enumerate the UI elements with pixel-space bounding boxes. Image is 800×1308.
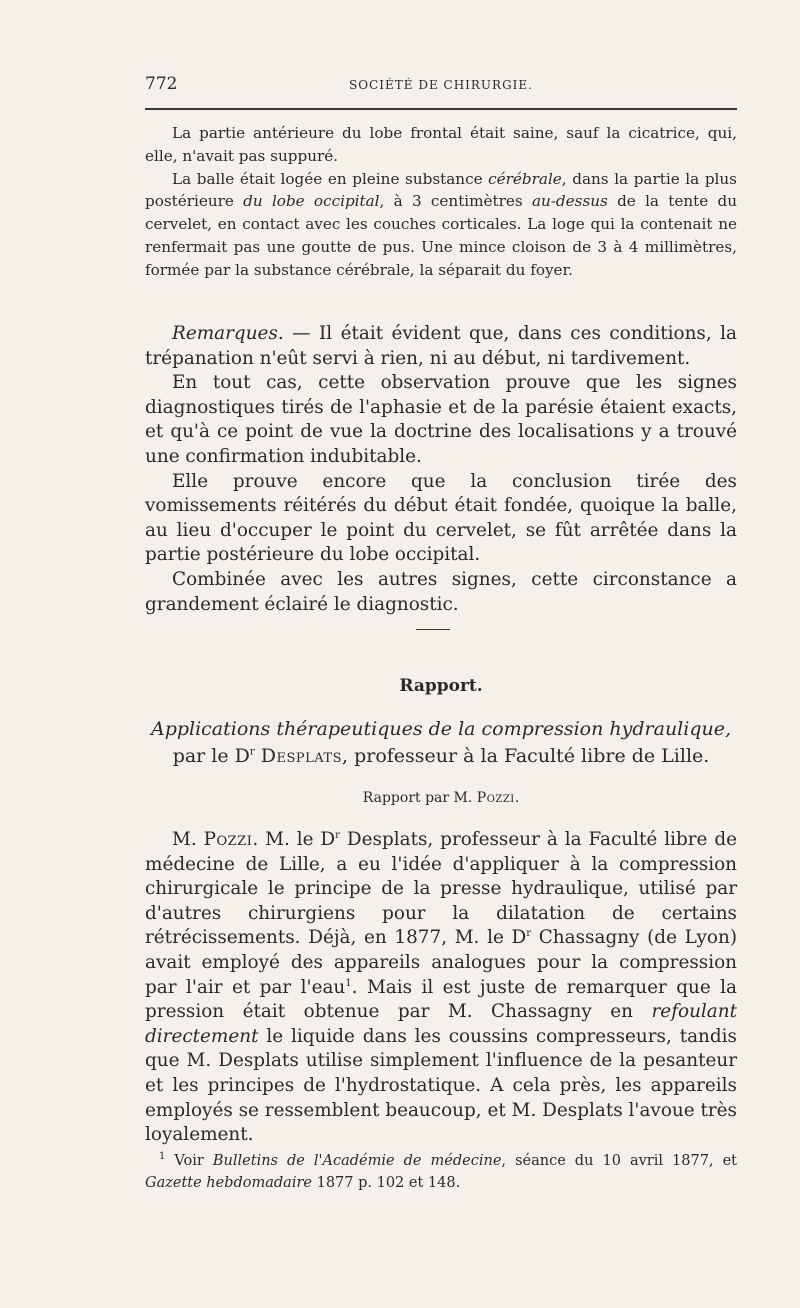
observation-text (145, 122, 737, 282)
emphasis: du lobe occipital (243, 192, 380, 211)
page-header (145, 72, 737, 102)
footnote-marker: 1 (159, 1151, 166, 1163)
section-title: Rapport. (399, 676, 483, 696)
remarks-paragraph-3: Elle prouve encore que la conclusion tirée des vomissements réitérés du début était fondée, quoique la balle, au lieu d'occuper le point du cervelet, se fût arrêtée dans la partie postérieure du lobe occipital. (145, 470, 737, 566)
section-separator (416, 629, 450, 630)
footnote-ref: 1 (345, 977, 352, 989)
report-paragraph: M. Pozzi. M. le $D^r$ Desplats, professeur à la Faculté libre de médecine de Lille, a eu l'idée d'appliquer à la compression chirurgicale le principe de la presse hydraulique, utilisé par d'autres chirurgiens pour la dilatation de certains rétrécissements. Déjà, en 1877, M. le $D^r$ Chassagny (de Lyon) avait employé des appareils analogues pour la compression par l'air et par l'eau$^1$. Mais il est juste de remarquer que la pression était obtenue par M. Chassagny en refoulant directement le liquide dans les coussins compresseurs, tandis que M. Desplats utilise simplement l'influence de la pesanteur et les principes de l'hydrostatique. A cela près, les appareils employés se ressemblent beaucoup, et M. Desplats l'avoue très loyalement. (145, 829, 737, 1146)
author-name: Desplats (260, 745, 342, 767)
remarks-label: Remarques. (172, 323, 284, 344)
report-text (145, 828, 737, 1148)
reporter-line: Rapport par M. Pozzi. (362, 790, 520, 806)
article-byline: par le $D^r$ Desplats, professeur à la Faculté libre de Lille. (172, 745, 710, 767)
emphasis: au-dessus (531, 192, 608, 211)
remarks-paragraph-2: En tout cas, cette observation prouve que les signes diagnostiques tirés de l'aphasie et de la parésie étaient exacts, et qu'à ce point de vue la doctrine des localisations y a trouvé une confirmation indubitable. (145, 372, 737, 467)
header-rule (145, 108, 737, 110)
article-title-text: Applications thérapeutiques de la compression hydraulique, (150, 718, 732, 740)
observation-paragraph-2: La balle était logée en pleine substance cérébrale, dans la partie la plus postérieure du lobe occipital, à 3 centimètres au-dessus de la tente du cervelet, en contact avec les couches corticales. La loge qui la contenait ne renfermait pas une goutte de pus. Une mince cloison de 3 à 4 millimètres, formée par la substance cérébrale, la séparait du foyer. (145, 169, 737, 279)
running-head: SOCIÉTÉ DE CHIRURGIE. (349, 78, 533, 92)
remarks-text (145, 322, 737, 617)
remarks-paragraph-4: Combinée avec les autres signes, cette circonstance a grandement éclairé le diagnostic. (145, 568, 737, 615)
remarks-paragraph-1: Remarques. — Il était évident que, dans ces conditions, la trépanation n'eût servi à rien, ni au début, ni tardivement. (145, 323, 737, 369)
emphasis: cérébrale (488, 169, 562, 188)
emphasis: refoulant directement (145, 1001, 737, 1047)
page-number: 772 (145, 74, 178, 94)
observation-paragraph-1: La partie antérieure du lobe frontal était saine, sauf la cicatrice, qui, elle, n'avait pas suppuré. (145, 124, 737, 165)
footnote: $^1$ Voir Bulletins de l'Académie de médecine, séance du 10 avril 1877, et Gazette hebdomadaire 1877 p. 102 et 148. (145, 1151, 737, 1191)
article-title (145, 716, 737, 770)
